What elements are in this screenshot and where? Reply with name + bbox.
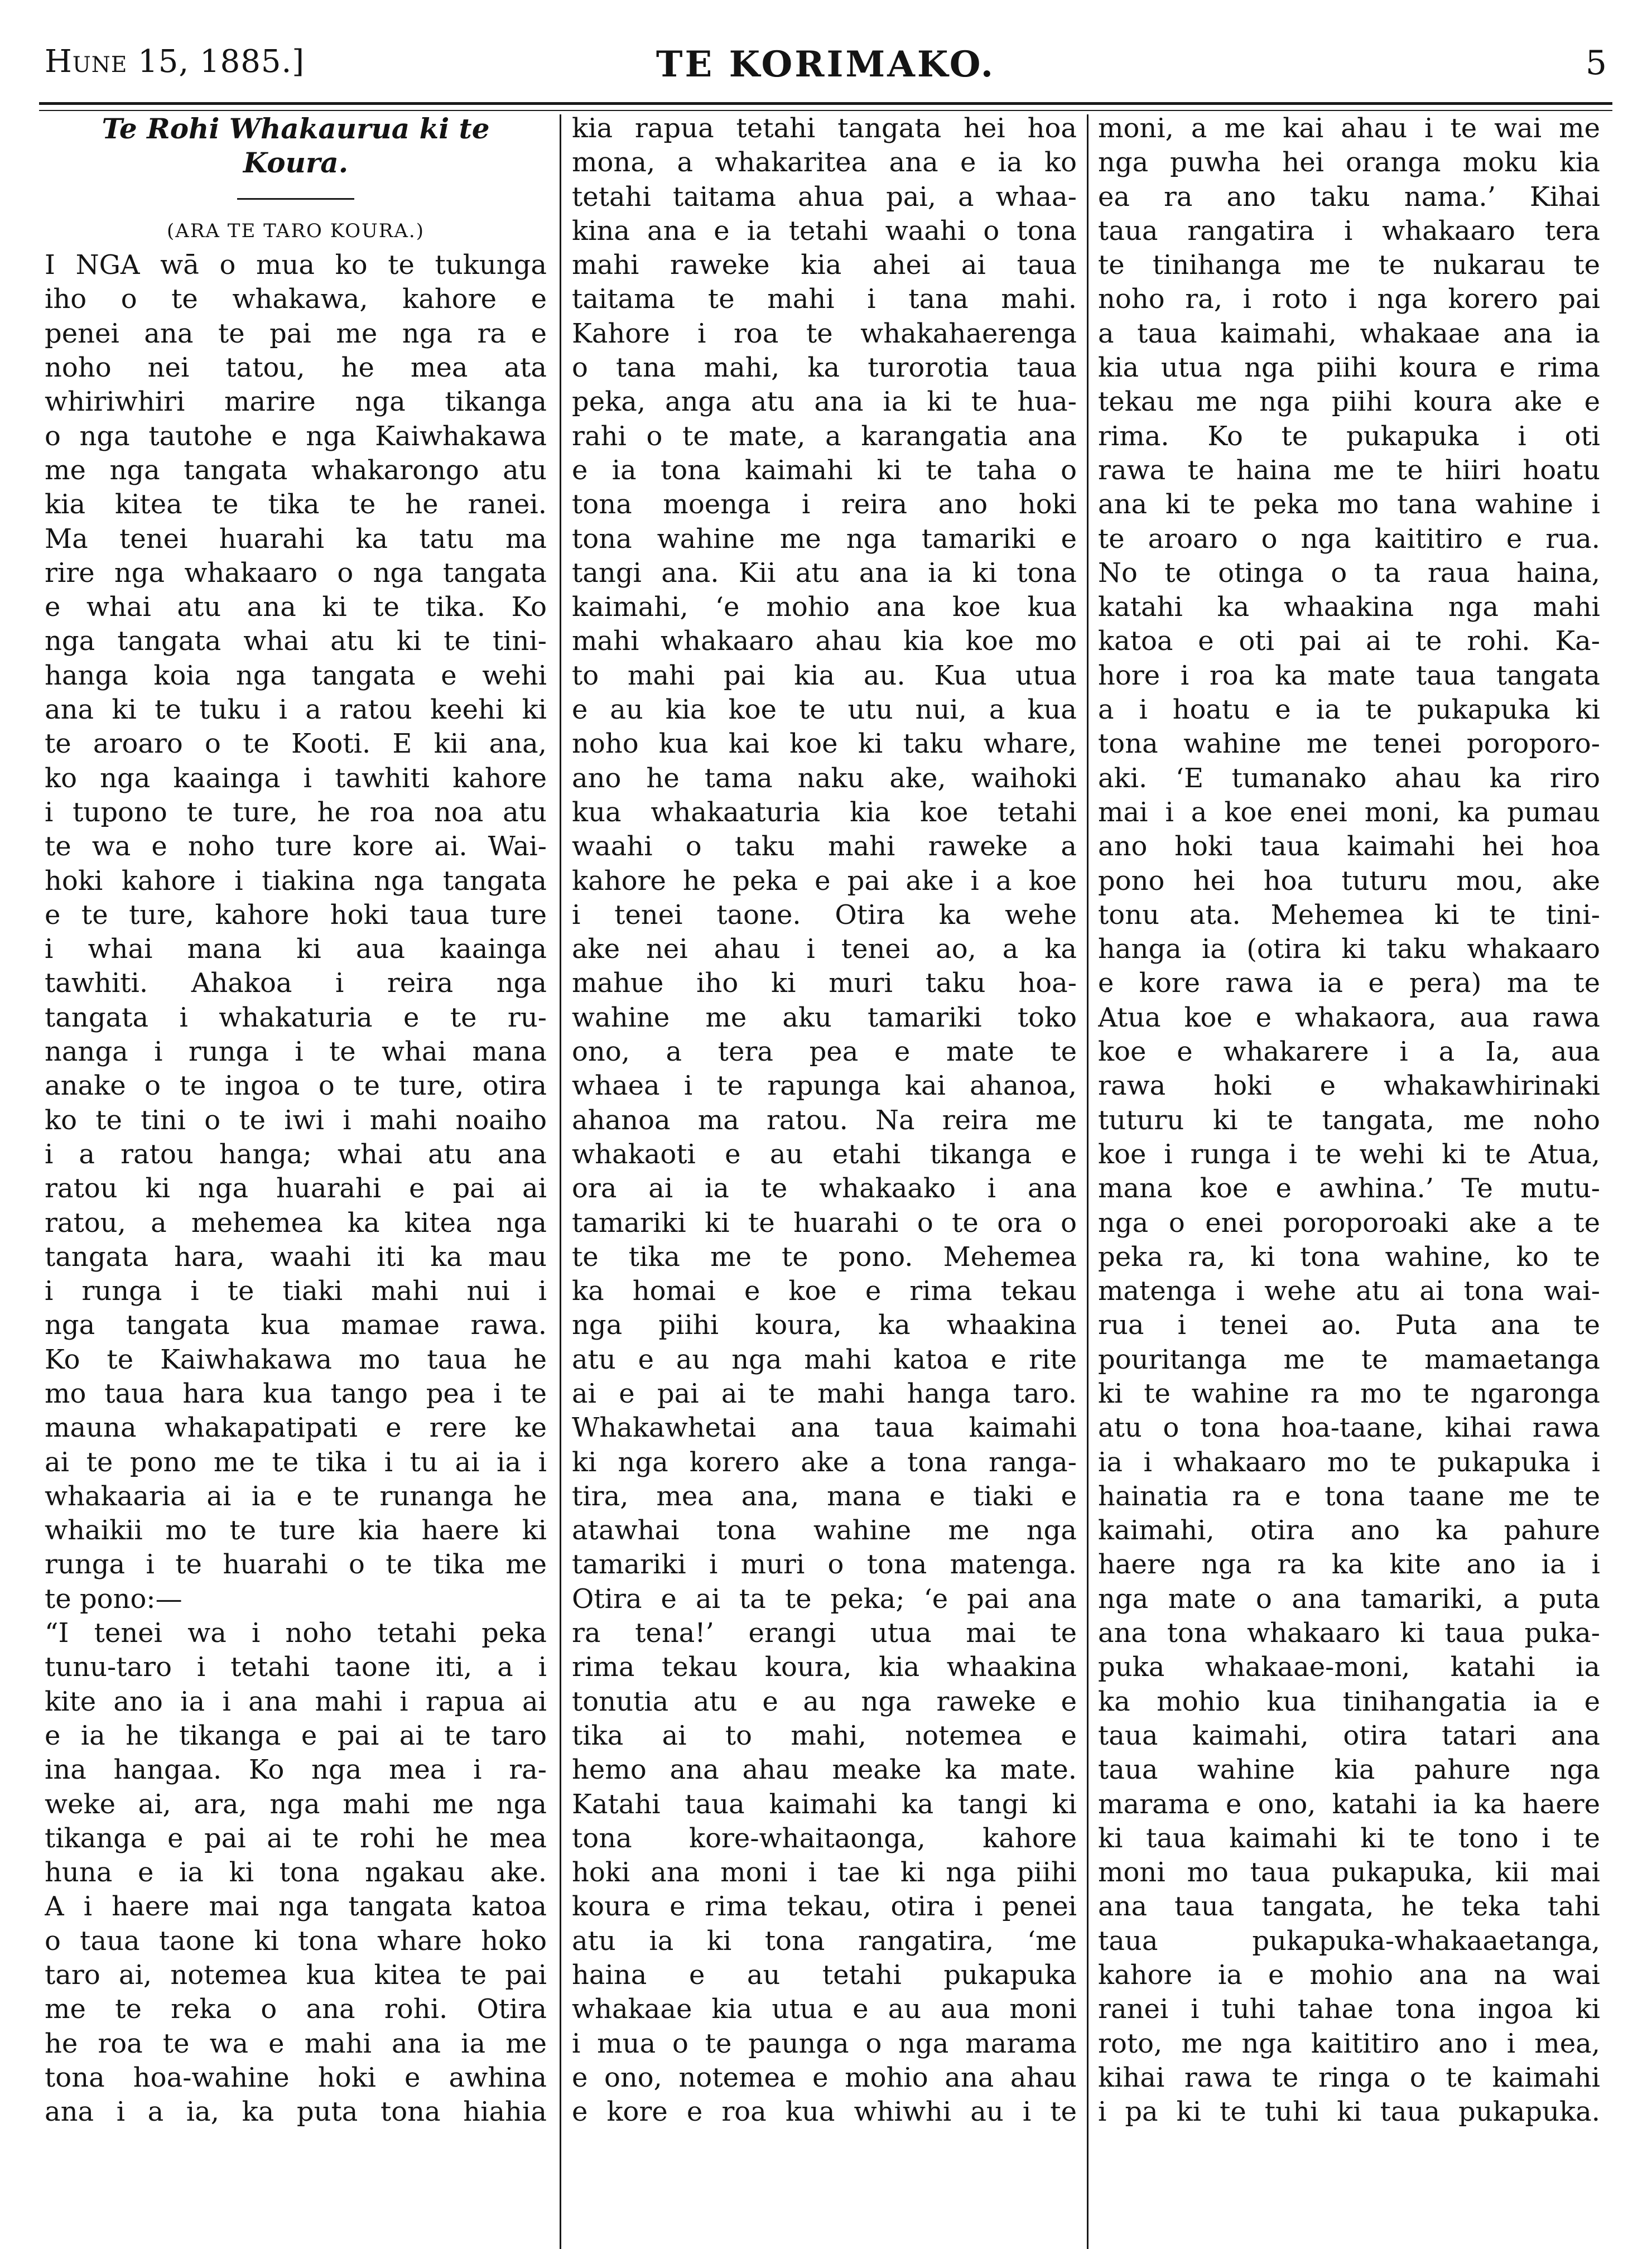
- text-line: kaimahi, ‘e mohio ana koe kua: [572, 591, 1077, 623]
- text-line: ko nga kaainga i tawhiti kahore: [45, 762, 547, 794]
- article-subtitle: (ARA TE TARO KOURA.): [167, 219, 425, 242]
- text-line: noho nei tatou, he mea ata: [45, 352, 547, 384]
- text-line: taua wahine kia pahure nga: [1098, 1754, 1600, 1786]
- text-line: huna e ia ki tona ngakau ake.: [45, 1857, 547, 1889]
- text-line: mahi whakaaro ahau kia koe mo: [572, 625, 1077, 657]
- text-line: Otira e ai ta te peka; ‘e pai ana: [572, 1583, 1077, 1615]
- text-line: mona, a whakaritea ana e ia ko: [572, 147, 1077, 179]
- text-line: Katahi taua kaimahi ka tangi ki: [572, 1788, 1077, 1820]
- text-line: e kore rawa ia e pera) ma te: [1098, 967, 1600, 999]
- text-line: mai i a koe enei moni, ka pumau: [1098, 796, 1600, 828]
- text-line: kia utua nga piihi koura e rima: [1098, 352, 1600, 384]
- text-line: ana ki te tuku i a ratou keehi ki: [45, 694, 547, 726]
- text-line: noho kua kai koe ki taku whare,: [572, 728, 1077, 760]
- text-line: taua pukapuka-whakaaetanga,: [1098, 1925, 1600, 1957]
- header-rule-thick: [39, 102, 1612, 105]
- text-line: taua rangatira i whakaaro tera: [1098, 215, 1600, 247]
- text-line: ea ra ano taku nama.’ Kihai: [1098, 181, 1600, 213]
- text-line: hanga koia nga tangata e wehi: [45, 659, 547, 691]
- text-line: koe e whakarere i a Ia, aua: [1098, 1036, 1600, 1068]
- text-line: I NGA wā o mua ko te tukunga: [45, 249, 547, 281]
- text-line: me te reka o ana rohi. Otira: [45, 1993, 547, 2025]
- column-1-text: [45, 248, 547, 2129]
- text-line: te tinihanga me te nukarau te: [1098, 249, 1600, 281]
- text-line: e ia he tikanga e pai ai te taro: [45, 1720, 547, 1751]
- text-line: penei ana te pai me nga ra e: [45, 317, 547, 349]
- text-line: ano he tama naku ake, waihoki: [572, 762, 1077, 794]
- text-line: ake nei ahau i tenei ao, a ka: [572, 933, 1077, 965]
- text-line: matenga i wehe atu ai tona wai-: [1098, 1275, 1600, 1307]
- text-line: kua whakaaturia kia koe tetahi: [572, 796, 1077, 828]
- text-line: peka ra, ki tona wahine, ko te: [1098, 1241, 1600, 1273]
- text-line: te pono:—: [45, 1583, 182, 1615]
- text-line: atu o tona hoa-taane, kihai rawa: [1098, 1412, 1600, 1444]
- text-line: nga tangata whai atu ki te tini-: [45, 625, 547, 657]
- text-line: ki te wahine ra mo te ngaronga: [1098, 1378, 1600, 1409]
- text-line: No te otinga o ta raua haina,: [1098, 557, 1600, 589]
- text-line: i tupono te ture, he roa noa atu: [45, 796, 547, 828]
- text-line: tetahi taitama ahua pai, a whaa-: [572, 181, 1077, 213]
- text-line: te aroaro o te Kooti. E kii ana,: [45, 728, 547, 760]
- text-line: mahi raweke kia ahei ai taua: [572, 249, 1077, 281]
- text-line: i tenei taone. Otira ka wehe: [572, 899, 1077, 931]
- text-line: waahi o taku mahi raweke a: [572, 831, 1077, 863]
- issue-date: Hune 15, 1885.]: [45, 44, 305, 80]
- text-line: ia i whakaaro mo te pukapuka i: [1098, 1446, 1600, 1478]
- text-line: noho ra, i roto i nga korero pai: [1098, 283, 1600, 315]
- text-line: taro ai, notemea kua kitea te pai: [45, 1959, 547, 1991]
- text-line: ina hangaa. Ko nga mea i ra-: [45, 1754, 547, 1786]
- text-line: nga puwha hei oranga moku kia: [1098, 147, 1600, 179]
- text-line: a i hoatu e ia te pukapuka ki: [1098, 694, 1600, 726]
- text-line: kia kitea te tika te he ranei.: [45, 489, 547, 521]
- text-line: rima tekau koura, kia whaakina: [572, 1651, 1077, 1683]
- text-line: me nga tangata whakarongo atu: [45, 454, 547, 486]
- text-line: whakaae kia utua e au aua moni: [572, 1993, 1077, 2025]
- text-line: tangi ana. Kii atu ana ia ki tona: [572, 557, 1077, 589]
- text-line: tawhiti. Ahakoa i reira nga: [45, 967, 547, 999]
- text-line: tona wahine me nga tamariki e: [572, 523, 1077, 555]
- text-line: moni, a me kai ahau i te wai me: [1098, 113, 1600, 144]
- text-line: pono hei hoa tuturu mou, ake: [1098, 865, 1600, 897]
- text-line: ka homai e koe e rima tekau: [572, 1275, 1077, 1307]
- text-line: puka whakaae-moni, katahi ia: [1098, 1651, 1600, 1683]
- text-line: hoki ana moni i tae ki nga piihi: [572, 1857, 1077, 1889]
- text-line: katahi ka whaakina nga mahi: [1098, 591, 1600, 623]
- text-line: hoki kahore i tiakina nga tangata: [45, 865, 547, 897]
- text-line: “I tenei wa i noho tetahi peka: [45, 1617, 547, 1649]
- text-line: i mua o te paunga o nga marama: [572, 2028, 1077, 2059]
- text-line: wahine me aku tamariki toko: [572, 1001, 1077, 1033]
- column-divider: [560, 114, 561, 2249]
- text-line: rima. Ko te pukapuka i oti: [1098, 420, 1600, 452]
- text-line: peka, anga atu ana ia ki te hua-: [572, 386, 1077, 418]
- text-line: moni mo taua pukapuka, kii mai: [1098, 1857, 1600, 1889]
- text-line: Whakawhetai ana taua kaimahi: [572, 1412, 1077, 1444]
- text-line: A i haere mai nga tangata katoa: [45, 1891, 547, 1923]
- text-line: o nga tautohe e nga Kaiwhakawa: [45, 420, 547, 452]
- text-line: tona hoa-wahine hoki e awhina: [45, 2062, 547, 2093]
- text-line: koe i runga i te wehi ki te Atua,: [1098, 1138, 1600, 1170]
- text-line: ki nga korero ake a tona ranga-: [572, 1446, 1077, 1478]
- text-line: kite ano ia i ana mahi i rapua ai: [45, 1685, 547, 1717]
- text-line: whiriwhiri marire nga tikanga: [45, 386, 547, 418]
- text-line: tonutia atu e au nga raweke e: [572, 1685, 1077, 1717]
- text-line: whaea i te rapunga kai ahanoa,: [572, 1070, 1077, 1102]
- text-line: tikanga e pai ai te rohi he mea: [45, 1822, 547, 1854]
- text-line: nga tangata kua mamae rawa.: [45, 1309, 547, 1341]
- text-line: Ma tenei huarahi ka tatu ma: [45, 523, 547, 555]
- text-line: haina e au tetahi pukapuka: [572, 1959, 1077, 1991]
- page-number: 5: [1585, 44, 1607, 83]
- text-line: roto, me nga kaititiro ano i mea,: [1098, 2028, 1600, 2059]
- text-line: ra tena!’ erangi utua mai te: [572, 1617, 1077, 1649]
- text-line: e ono, notemea e mohio ana ahau: [572, 2062, 1077, 2093]
- text-line: Ko te Kaiwhakawa mo taua he: [45, 1343, 547, 1375]
- text-line: whakaoti e au etahi tikanga e: [572, 1138, 1077, 1170]
- text-line: kia rapua tetahi tangata hei hoa: [572, 113, 1077, 144]
- text-line: he roa te wa e mahi ana ia me: [45, 2028, 547, 2059]
- text-line: hanga ia (otira ki taku whakaaro: [1098, 933, 1600, 965]
- text-line: i pa ki te tuhi ki taua pukapuka.: [1098, 2096, 1600, 2128]
- text-line: pouritanga me te mamaetanga: [1098, 1343, 1600, 1375]
- text-line: aki. ‘E tumanako ahau ka riro: [1098, 762, 1600, 794]
- text-line: rua i tenei ao. Puta ana te: [1098, 1309, 1600, 1341]
- text-column-3: [1098, 112, 1600, 2130]
- text-line: mana koe e awhina.’ Te mutu-: [1098, 1173, 1600, 1205]
- text-line: mo taua hara kua tango pea i te: [45, 1378, 547, 1409]
- text-column-2: [572, 112, 1077, 2130]
- text-line: kahore ia e mohio ana na wai: [1098, 1959, 1600, 1991]
- text-line: ana taua tangata, he teka tahi: [1098, 1891, 1600, 1923]
- text-line: atawhai tona wahine me nga: [572, 1515, 1077, 1547]
- text-line: mauna whakapatipati e rere ke: [45, 1412, 547, 1444]
- text-line: to mahi pai kia au. Kua utua: [572, 659, 1077, 691]
- text-line: tona kore-whaitaonga, kahore: [572, 1822, 1077, 1854]
- text-line: kaimahi, otira ano ka pahure: [1098, 1515, 1600, 1547]
- column-divider: [1087, 114, 1089, 2249]
- page-header: [45, 44, 1607, 99]
- text-line: tuturu ki te tangata, me noho: [1098, 1104, 1600, 1136]
- text-line: tona moenga i reira ano hoki: [572, 489, 1077, 521]
- text-line: rawa hoki e whakawhirinaki: [1098, 1070, 1600, 1102]
- text-line: hemo ana ahau meake ka mate.: [572, 1754, 1077, 1786]
- text-line: rawa te haina me te hiiri hoatu: [1098, 454, 1600, 486]
- text-line: katoa e oti pai ai te rohi. Ka-: [1098, 625, 1600, 657]
- text-line: te wa e noho ture kore ai. Wai-: [45, 831, 547, 863]
- text-line: tangata hara, waahi iti ka mau: [45, 1241, 547, 1273]
- text-line: kina ana e ia tetahi waahi o tona: [572, 215, 1077, 247]
- text-line: Atua koe e whakaora, aua rawa: [1098, 1001, 1600, 1033]
- text-line: ratou ki nga huarahi e pai ai: [45, 1173, 547, 1205]
- text-line: kahore he peka e pai ake i a koe: [572, 865, 1077, 897]
- text-line: a taua kaimahi, whakaae ana ia: [1098, 317, 1600, 349]
- text-line: marama e ono, katahi ia ka haere: [1098, 1788, 1600, 1820]
- text-line: e kore e roa kua whiwhi au i te: [572, 2096, 1077, 2128]
- text-line: tamariki i muri o tona matenga.: [572, 1549, 1077, 1581]
- text-line: e ia tona kaimahi ki te taha o: [572, 454, 1077, 486]
- text-line: whakaaria ai ia e te runanga he: [45, 1480, 547, 1512]
- text-line: te tika me te pono. Mehemea: [572, 1241, 1077, 1273]
- text-line: te aroaro o nga kaititiro e rua.: [1098, 523, 1600, 555]
- column-2-text: [572, 112, 1077, 2130]
- text-line: ranei i tuhi tahae tona ingoa ki: [1098, 1993, 1600, 2025]
- text-line: haere nga ra ka kite ano ia i: [1098, 1549, 1600, 1581]
- text-line: hore i roa ka mate taua tangata: [1098, 659, 1600, 691]
- text-line: hainatia ra e tona taane me te: [1098, 1480, 1600, 1512]
- text-line: ano hoki taua kaimahi hei hoa: [1098, 831, 1600, 863]
- text-line: ratou, a mehemea ka kitea nga: [45, 1207, 547, 1239]
- text-line: tira, mea ana, mana e tiaki e: [572, 1480, 1077, 1512]
- text-line: nga piihi koura, ka whaakina: [572, 1309, 1077, 1341]
- text-line: kihai rawa te ringa o te kaimahi: [1098, 2062, 1600, 2093]
- text-line: anake o te ingoa o te ture, otira: [45, 1070, 547, 1102]
- text-line: i a ratou hanga; whai atu ana: [45, 1138, 547, 1170]
- text-line: tekau me nga piihi koura ake e: [1098, 386, 1600, 418]
- text-line: taua kaimahi, otira tatari ana: [1098, 1720, 1600, 1751]
- text-line: atu ia ki tona rangatira, ‘me: [572, 1925, 1077, 1957]
- text-line: taitama te mahi i tana mahi.: [572, 283, 1077, 315]
- text-line: ana i a ia, ka puta tona hiahia: [45, 2096, 547, 2128]
- text-line: tonu ata. Mehemea ki te tini-: [1098, 899, 1600, 931]
- text-line: nanga i runga i te whai mana: [45, 1036, 547, 1068]
- text-line: tunu-taro i tetahi taone iti, a i: [45, 1651, 547, 1683]
- text-line: nga mate o ana tamariki, a puta: [1098, 1583, 1600, 1615]
- text-line: rire nga whakaaro o nga tangata: [45, 557, 547, 589]
- text-line: ai e pai ai te mahi hanga taro.: [572, 1378, 1077, 1409]
- text-line: ka mohio kua tinihangatia ia e: [1098, 1685, 1600, 1717]
- text-line: ono, a tera pea e mate te: [572, 1036, 1077, 1068]
- text-line: ora ai ia te whakaako i ana: [572, 1173, 1077, 1205]
- text-line: e whai atu ana ki te tika. Ko: [45, 591, 547, 623]
- text-line: rahi o te mate, a karangatia ana: [572, 420, 1077, 452]
- text-line: ahanoa ma ratou. Na reira me: [572, 1104, 1077, 1136]
- text-line: koura e rima tekau, otira i penei: [572, 1891, 1077, 1923]
- text-line: tangata i whakaturia e te ru-: [45, 1001, 547, 1033]
- text-line: whaikii mo te ture kia haere ki: [45, 1515, 547, 1547]
- text-line: ana tona whakaaro ki taua puka-: [1098, 1617, 1600, 1649]
- text-line: ana ki te peka mo tana wahine i: [1098, 489, 1600, 521]
- text-line: runga i te huarahi o te tika me: [45, 1549, 547, 1581]
- text-line: Kahore i roa te whakahaerenga: [572, 317, 1077, 349]
- text-line: i whai mana ki aua kaainga: [45, 933, 547, 965]
- header-rule-thin: [39, 110, 1612, 111]
- text-line: ko te tini o te iwi i mahi noaiho: [45, 1104, 547, 1136]
- text-line: o taua taone ki tona whare hoko: [45, 1925, 547, 1957]
- text-line: ki taua kaimahi ki te tono i te: [1098, 1822, 1600, 1854]
- text-line: weke ai, ara, nga mahi me nga: [45, 1788, 547, 1820]
- newspaper-title: TE KORIMAKO.: [656, 44, 996, 85]
- column-3-text: [1098, 112, 1600, 2130]
- text-line: tona wahine me tenei poroporo-: [1098, 728, 1600, 760]
- text-line: tamariki ki te huarahi o te ora o: [572, 1207, 1077, 1239]
- text-line: atu e au nga mahi katoa e rite: [572, 1343, 1077, 1375]
- article-title-line: Te Rohi Whakaurua ki te: [102, 112, 490, 145]
- text-line: nga o enei poroporoaki ake a te: [1098, 1207, 1600, 1239]
- text-line: mahue iho ki muri taku hoa-: [572, 967, 1077, 999]
- title-divider: [45, 180, 547, 214]
- text-line: iho o te whakawa, kahore e: [45, 283, 547, 315]
- text-line: e te ture, kahore hoki taua ture: [45, 899, 547, 931]
- text-line: i runga i te tiaki mahi nui i: [45, 1275, 547, 1307]
- text-line: o tana mahi, ka turorotia taua: [572, 352, 1077, 384]
- article-title-line: Koura.: [243, 146, 349, 180]
- text-line: e au kia koe te utu nui, a kua: [572, 694, 1077, 726]
- text-line: ai te pono me te tika i tu ai ia i: [45, 1446, 547, 1478]
- text-column-1: [45, 112, 547, 2130]
- text-line: tika ai to mahi, notemea e: [572, 1720, 1077, 1751]
